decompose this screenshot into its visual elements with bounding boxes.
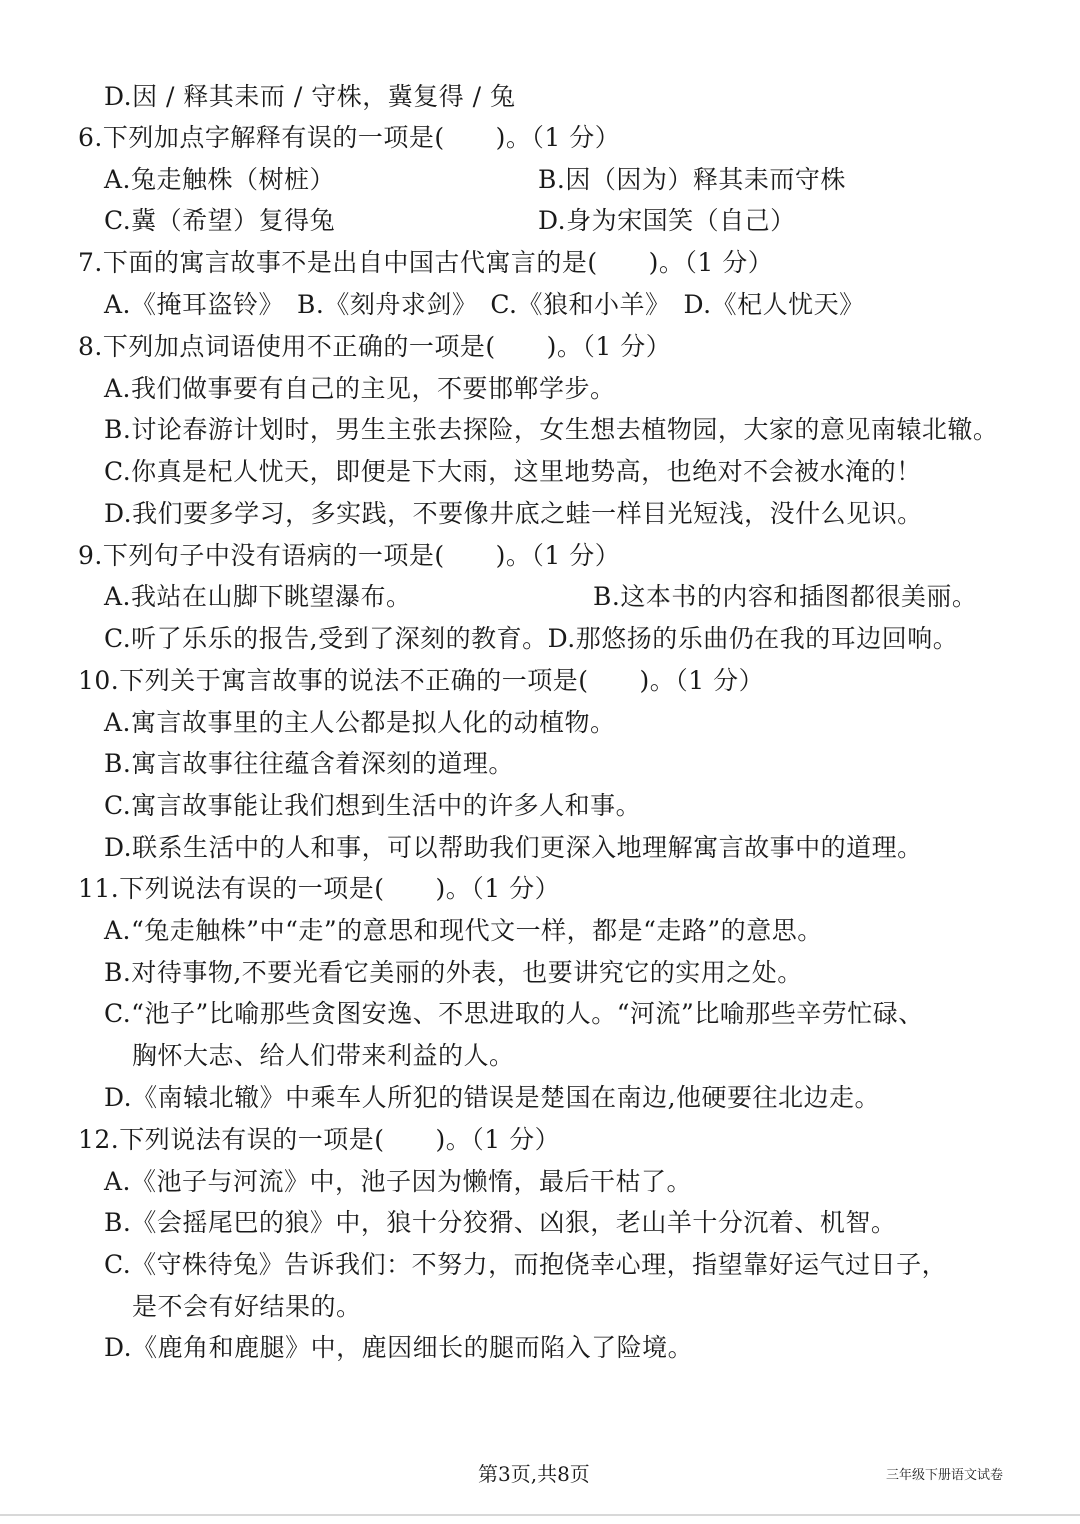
q9-options-cd: C.听了乐乐的报告,受到了深刻的教育。D.那悠扬的乐曲仍在我的耳边回响。 bbox=[104, 624, 959, 653]
question-11: 11.下列说法有误的一项是( )。（1 分） bbox=[78, 874, 561, 903]
q11-option-c-line1: C.“池子”比喻那些贪图安逸、不思进取的人。“河流”比喻那些辛劳忙碌、 bbox=[104, 999, 924, 1028]
q10-option-a: A.寓言故事里的主人公都是拟人化的动植物。 bbox=[104, 708, 616, 737]
q12-option-a: A.《池子与河流》中，池子因为懒惰，最后干枯了。 bbox=[104, 1167, 693, 1196]
q8-option-a: A.我们做事要有自己的主见，不要邯郸学步。 bbox=[104, 374, 616, 403]
q6-option-c: C.冀（希望）复得兔 bbox=[104, 206, 336, 235]
question-9: 9.下列句子中没有语病的一项是( )。（1 分） bbox=[78, 541, 621, 570]
bottom-divider bbox=[0, 1514, 1080, 1516]
q8-option-c: C.你真是杞人忧天，即便是下大雨，这里地势高，也绝对不会被水淹的！ bbox=[104, 457, 922, 486]
q10-option-d: D.联系生活中的人和事，可以帮助我们更深入地理解寓言故事中的道理。 bbox=[104, 833, 923, 862]
exam-title: 三年级下册语文试卷 bbox=[886, 1468, 1004, 1483]
q12-option-c-line1: C.《守株待兔》告诉我们：不努力，而抱侥幸心理，指望靠好运气过日子， bbox=[104, 1250, 948, 1279]
q11-option-d: D.《南辕北辙》中乘车人所犯的错误是楚国在南边,他硬要往北边走。 bbox=[104, 1083, 881, 1112]
q12-option-b: B.《会摇尾巴的狼》中，狼十分狡猾、凶狠，老山羊十分沉着、机智。 bbox=[104, 1208, 897, 1237]
q6-option-a: A.兔走触株（树桩） bbox=[104, 165, 336, 194]
q8-option-b: B.讨论春游计划时，男生主张去探险，女生想去植物园，大家的意见南辕北辙。 bbox=[104, 415, 999, 444]
q6-option-d: D.身为宋国笑（自己） bbox=[538, 206, 796, 235]
q8-option-d: D.我们要多学习，多实践，不要像井底之蛙一样目光短浅，没什么见识。 bbox=[104, 499, 923, 528]
page-number: 第3页,共8页 bbox=[478, 1462, 590, 1486]
q9-option-a: A.我站在山脚下眺望瀑布。 bbox=[104, 582, 412, 611]
q12-option-c-line2: 是不会有好结果的。 bbox=[132, 1292, 362, 1321]
q5-option-d: D.因 / 释其耒而 / 守株，冀复得 / 兔 bbox=[104, 82, 516, 111]
question-10: 10.下列关于寓言故事的说法不正确的一项是( )。（1 分） bbox=[78, 666, 765, 695]
question-7: 7.下面的寓言故事不是出自中国古代寓言的是( )。（1 分） bbox=[78, 248, 774, 277]
q12-option-d: D.《鹿角和鹿腿》中，鹿因细长的腿而陷入了险境。 bbox=[104, 1333, 694, 1362]
q11-option-b: B.对待事物,不要光看它美丽的外表，也要讲究它的实用之处。 bbox=[104, 958, 803, 987]
q7-options: A.《掩耳盗铃》 B.《刻舟求剑》 C.《狼和小羊》 D.《杞人忧天》 bbox=[104, 290, 865, 319]
q6-option-b: B.因（因为）释其耒而守株 bbox=[538, 165, 846, 194]
q10-option-c: C.寓言故事能让我们想到生活中的许多人和事。 bbox=[104, 791, 642, 820]
question-6: 6.下列加点字解释有误的一项是( )。（1 分） bbox=[78, 123, 621, 152]
question-12: 12.下列说法有误的一项是( )。（1 分） bbox=[78, 1125, 561, 1154]
question-8: 8.下列加点词语使用不正确的一项是( )。（1 分） bbox=[78, 332, 672, 361]
q10-option-b: B.寓言故事往往蕴含着深刻的道理。 bbox=[104, 749, 514, 778]
q11-option-a: A.“兔走触株”中“走”的意思和现代文一样，都是“走路”的意思。 bbox=[104, 916, 823, 945]
q11-option-c-line2: 胸怀大志、给人们带来利益的人。 bbox=[132, 1041, 515, 1070]
q9-option-b: B.这本书的内容和插图都很美丽。 bbox=[593, 582, 978, 611]
